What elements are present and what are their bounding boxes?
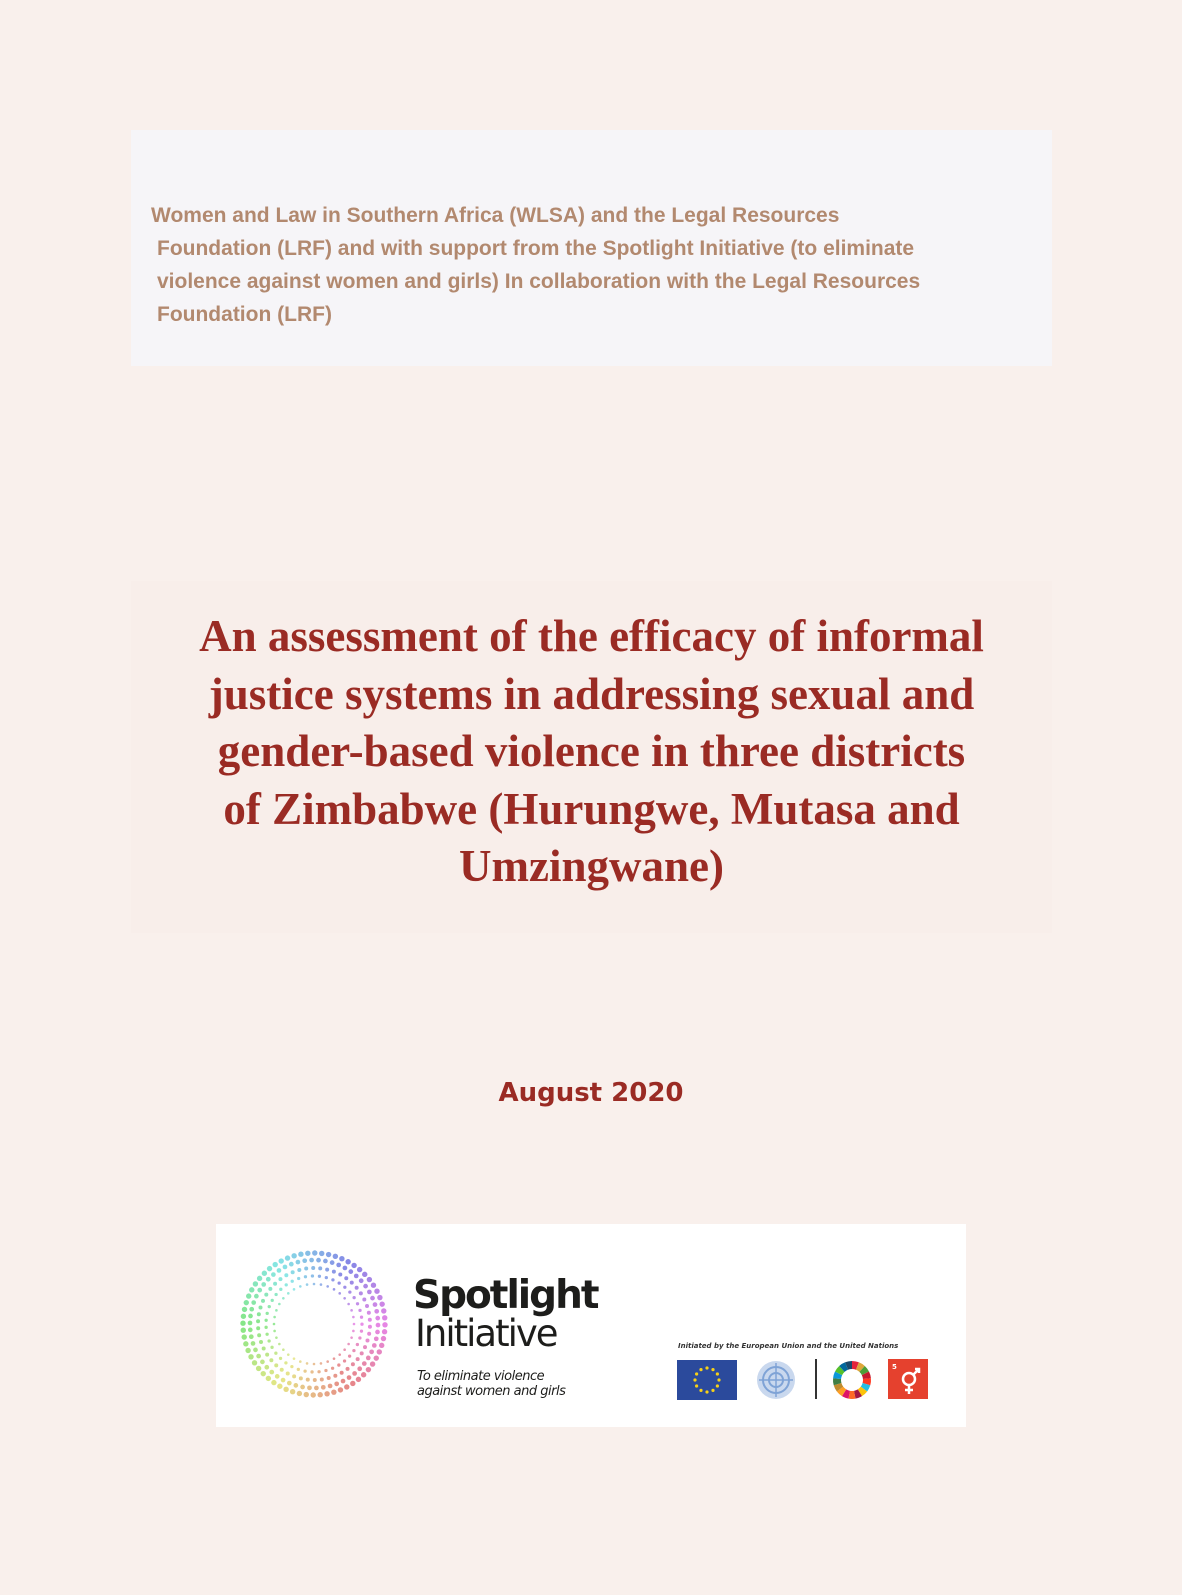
- ring-dot: [363, 1284, 368, 1289]
- ring-dot: [341, 1379, 346, 1384]
- ring-dot: [282, 1348, 285, 1351]
- ring-dot: [287, 1292, 290, 1295]
- ring-dot: [336, 1263, 341, 1268]
- ring-dot: [249, 1334, 254, 1339]
- ring-dot: [256, 1319, 260, 1323]
- ring-dot: [262, 1271, 267, 1276]
- ring-dot: [348, 1269, 353, 1274]
- ring-dot: [311, 1266, 315, 1270]
- ring-dot: [261, 1299, 265, 1303]
- ring-dot: [283, 1387, 288, 1392]
- initiative-wordmark: Initiative: [415, 1312, 557, 1355]
- ring-dot: [267, 1266, 272, 1271]
- ring-dot: [366, 1356, 371, 1361]
- ring-dot: [294, 1383, 299, 1388]
- logo-strip: [216, 1224, 966, 1427]
- ring-dot: [367, 1277, 372, 1282]
- ring-dot: [333, 1374, 337, 1378]
- ring-dot: [271, 1299, 274, 1302]
- ring-dot: [300, 1385, 305, 1390]
- ring-dot: [343, 1286, 346, 1289]
- ring-dot: [365, 1304, 369, 1308]
- title-line: An assessment of the efficacy of informal: [199, 611, 984, 661]
- ring-dot: [348, 1290, 351, 1293]
- ring-dot: [287, 1381, 292, 1386]
- ring-dot: [333, 1254, 338, 1259]
- ring-dot: [326, 1285, 329, 1288]
- ring-dot: [259, 1305, 263, 1309]
- ring-dot: [248, 1328, 253, 1333]
- ring-dot: [245, 1348, 250, 1353]
- ring-dot: [293, 1357, 296, 1360]
- ring-dot: [279, 1288, 282, 1291]
- ring-dot: [306, 1283, 309, 1286]
- eu-star: [711, 1368, 714, 1371]
- ring-dot: [359, 1278, 364, 1283]
- ring-dot: [248, 1314, 253, 1319]
- ring-dot: [333, 1288, 336, 1291]
- publication-date: August 2020: [498, 1078, 684, 1108]
- sdg5-gender-equality-icon: [888, 1359, 928, 1399]
- ring-dot: [266, 1376, 271, 1381]
- ring-dot: [343, 1359, 346, 1362]
- ring-dot: [382, 1322, 387, 1327]
- ring-dot: [362, 1361, 367, 1366]
- eu-star: [711, 1389, 714, 1392]
- ring-dot: [340, 1371, 344, 1375]
- tagline-line: To eliminate violence: [417, 1369, 545, 1384]
- ring-dot: [371, 1283, 376, 1288]
- ring-dot: [274, 1352, 277, 1355]
- ring-dot: [318, 1266, 322, 1270]
- ring-dot: [367, 1290, 372, 1295]
- ring-dot: [362, 1272, 367, 1277]
- ring-dot: [275, 1336, 278, 1339]
- ring-dot: [320, 1377, 324, 1381]
- ring-dot: [350, 1309, 353, 1312]
- ring-dot: [293, 1288, 296, 1291]
- ring-dot: [350, 1281, 354, 1285]
- ring-dot: [285, 1255, 290, 1260]
- ring-dot: [352, 1371, 357, 1376]
- ring-dot: [325, 1276, 328, 1279]
- ring-dot: [256, 1366, 261, 1371]
- ring-dot: [303, 1370, 306, 1373]
- ring-dot: [325, 1268, 329, 1272]
- ring-dot: [317, 1370, 320, 1373]
- ring-dot: [331, 1278, 334, 1281]
- ring-dot: [345, 1259, 350, 1264]
- ring-dot: [381, 1308, 386, 1313]
- ring-dot: [331, 1389, 336, 1394]
- ring-dot: [274, 1293, 277, 1296]
- title-line: Umzingwane): [459, 841, 724, 891]
- report-title: [131, 608, 1052, 896]
- ring-dot: [361, 1372, 366, 1377]
- ring-dot: [317, 1392, 322, 1397]
- ring-dot: [370, 1296, 375, 1301]
- ring-dot: [305, 1251, 310, 1256]
- ring-dot: [291, 1270, 295, 1274]
- org-text-line: Foundation (LRF): [157, 303, 332, 326]
- ring-dot: [266, 1312, 269, 1315]
- ring-dot: [273, 1262, 278, 1267]
- ring-dot: [291, 1253, 296, 1258]
- ring-dot: [320, 1362, 323, 1365]
- ring-dot: [338, 1387, 343, 1392]
- ring-dot: [297, 1277, 300, 1280]
- tagline-line: against women and girls: [417, 1384, 566, 1399]
- ring-dot: [338, 1292, 341, 1295]
- eu-star: [717, 1378, 720, 1381]
- ring-dot: [311, 1392, 316, 1397]
- logo-divider: [815, 1359, 817, 1399]
- ring-dot: [370, 1361, 375, 1366]
- ring-dot: [326, 1360, 329, 1363]
- ring-dot: [268, 1305, 271, 1308]
- ring-dot: [313, 1363, 316, 1366]
- ring-dot: [356, 1357, 360, 1361]
- eu-star: [716, 1372, 719, 1375]
- ring-dot: [277, 1384, 282, 1389]
- ring-dot: [241, 1314, 246, 1319]
- eu-flag-icon: [677, 1360, 737, 1400]
- ring-dot: [273, 1282, 277, 1286]
- ring-dot: [299, 1360, 302, 1363]
- ring-dot: [343, 1266, 348, 1271]
- ring-dot: [374, 1309, 379, 1314]
- ring-dot: [240, 1321, 245, 1326]
- org-text-line: Women and Law in Southern Africa (WLSA) and the Legal Resources: [151, 204, 840, 227]
- ring-dot: [261, 1282, 266, 1287]
- ring-dot: [297, 1268, 301, 1272]
- ring-dot: [253, 1348, 258, 1353]
- ring-dot: [347, 1375, 352, 1380]
- ring-dot: [241, 1327, 246, 1332]
- ring-dot: [366, 1367, 371, 1372]
- ring-dot: [357, 1267, 362, 1272]
- ring-dot: [376, 1323, 381, 1328]
- ring-dot: [297, 1391, 302, 1396]
- ring-dot: [382, 1329, 387, 1334]
- ring-dot: [304, 1267, 308, 1271]
- ring-dot: [373, 1302, 378, 1307]
- ring-dot: [331, 1367, 334, 1370]
- ring-dot: [252, 1360, 257, 1365]
- ring-dot: [260, 1360, 265, 1365]
- ring-dot: [302, 1258, 307, 1263]
- org-text-line: Foundation (LRF) and with support from the Spotlight Initiative (to eliminate: [157, 237, 915, 260]
- ring-dot: [379, 1301, 384, 1306]
- ring-dot: [274, 1363, 278, 1367]
- ring-dot: [343, 1348, 346, 1351]
- ring-dot: [251, 1341, 256, 1346]
- ring-dot: [261, 1371, 266, 1376]
- ring-dot: [354, 1274, 359, 1279]
- ring-dot: [269, 1358, 273, 1362]
- ring-dot: [343, 1297, 346, 1300]
- ring-dot: [249, 1307, 254, 1312]
- ring-dot: [249, 1287, 254, 1292]
- ring-dot: [367, 1332, 371, 1336]
- ring-dot: [281, 1378, 286, 1383]
- ring-dot: [339, 1256, 344, 1261]
- svg-text:5: 5: [892, 1363, 897, 1371]
- ring-dot: [338, 1281, 341, 1284]
- ring-dot: [362, 1297, 366, 1301]
- eu-star: [716, 1384, 719, 1387]
- ring-dot: [355, 1286, 359, 1290]
- ring-dot: [344, 1276, 348, 1280]
- ring-dot: [286, 1371, 290, 1375]
- ring-dot: [268, 1287, 272, 1291]
- ring-dot: [248, 1354, 253, 1359]
- ring-dot: [375, 1330, 380, 1335]
- ring-dot: [297, 1368, 300, 1371]
- ring-dot: [282, 1297, 285, 1300]
- ring-dot: [352, 1316, 355, 1319]
- ring-dot: [289, 1262, 294, 1267]
- ring-dot: [352, 1349, 355, 1352]
- ring-dot: [334, 1381, 339, 1386]
- ring-dot: [299, 1285, 302, 1288]
- ring-dot: [363, 1345, 367, 1349]
- ring-dot: [278, 1277, 282, 1281]
- ring-dot: [332, 1270, 336, 1274]
- ring-dot: [328, 1384, 333, 1389]
- ring-dot: [256, 1354, 261, 1359]
- ring-dot: [257, 1312, 261, 1316]
- ring-dot: [347, 1343, 350, 1346]
- ring-dot: [256, 1326, 260, 1330]
- eu-star: [695, 1384, 698, 1387]
- ring-dot: [246, 1293, 251, 1298]
- ring-dot: [377, 1349, 382, 1354]
- ring-dot: [283, 1265, 288, 1270]
- ring-dot: [346, 1367, 350, 1371]
- ring-dot: [360, 1316, 363, 1319]
- eu-star: [705, 1366, 708, 1369]
- title-line: gender-based violence in three districts: [217, 726, 966, 776]
- ring-dot: [314, 1386, 319, 1391]
- ring-dot: [280, 1368, 284, 1372]
- ring-dot: [358, 1309, 361, 1312]
- ring-dot: [306, 1362, 309, 1365]
- ring-dot: [333, 1357, 336, 1360]
- ring-dot: [367, 1311, 371, 1315]
- eu-star: [699, 1389, 702, 1392]
- ring-dot: [358, 1336, 361, 1339]
- ring-dot: [350, 1336, 353, 1339]
- ring-dot: [323, 1259, 328, 1264]
- spotlight-tagline: [417, 1369, 565, 1399]
- ring-dot: [369, 1349, 374, 1354]
- ring-dot: [352, 1296, 355, 1299]
- ring-dot: [287, 1353, 290, 1356]
- eu-star: [705, 1390, 708, 1393]
- ring-dot: [244, 1300, 249, 1305]
- ring-dot: [264, 1365, 269, 1370]
- ring-dot: [360, 1330, 363, 1333]
- ring-dot: [316, 1258, 321, 1263]
- un-emblem-icon: [753, 1359, 799, 1401]
- ring-dot: [265, 1333, 268, 1336]
- ring-dot: [278, 1343, 281, 1346]
- ring-dot: [264, 1319, 267, 1322]
- ring-dot: [368, 1318, 372, 1322]
- ring-dot: [284, 1361, 287, 1364]
- ring-dot: [324, 1391, 329, 1396]
- ring-dot: [248, 1321, 253, 1326]
- org-text-line: violence against women and girls) In collaboration with the Legal Resources: [157, 270, 921, 293]
- title-line: justice systems in addressing sexual and: [208, 668, 975, 719]
- ring-dot: [298, 1252, 303, 1257]
- ring-dot: [279, 1357, 282, 1360]
- eu-star: [699, 1368, 702, 1371]
- ring-dot: [348, 1355, 351, 1358]
- ring-dot: [290, 1389, 295, 1394]
- ring-dot: [375, 1316, 380, 1321]
- ring-dot: [271, 1272, 276, 1277]
- ring-dot: [270, 1346, 273, 1349]
- ring-dot: [278, 1303, 281, 1306]
- ring-dot: [262, 1347, 266, 1351]
- ring-dot: [265, 1353, 269, 1357]
- ring-dot: [351, 1362, 355, 1366]
- ring-dot: [291, 1280, 294, 1283]
- ring-dot: [356, 1377, 361, 1382]
- ring-dot: [311, 1274, 314, 1277]
- title-line: of Zimbabwe (Hurungwe, Mutasa and: [223, 783, 960, 834]
- ring-dot: [306, 1378, 310, 1382]
- ring-dot: [304, 1392, 309, 1397]
- ring-dot: [347, 1303, 350, 1306]
- ring-dot: [330, 1260, 335, 1265]
- ring-dot: [296, 1260, 301, 1265]
- ring-dot: [254, 1294, 259, 1299]
- ring-dot: [264, 1326, 267, 1329]
- ring-dot: [350, 1381, 355, 1386]
- ring-dot: [277, 1268, 282, 1273]
- ring-dot: [312, 1250, 317, 1255]
- sdg-wheel-icon: [831, 1359, 873, 1401]
- ring-dot: [353, 1323, 356, 1326]
- ring-dot: [271, 1380, 276, 1385]
- ring-dot: [264, 1293, 268, 1297]
- ring-dot: [242, 1334, 247, 1339]
- ring-dot: [381, 1336, 386, 1341]
- ring-dot: [309, 1258, 314, 1263]
- ring-dot: [310, 1370, 313, 1373]
- ring-dot: [344, 1384, 349, 1389]
- ring-dot: [266, 1277, 271, 1282]
- ring-dot: [273, 1316, 276, 1319]
- ring-dot: [304, 1275, 307, 1278]
- ring-dot: [284, 1273, 288, 1277]
- spotlight-wordmark: Spotlight: [413, 1273, 598, 1318]
- ring-dot: [357, 1366, 362, 1371]
- ring-dot: [374, 1336, 379, 1341]
- ring-dot: [275, 1374, 280, 1379]
- ring-dot: [292, 1374, 296, 1378]
- ring-dot: [324, 1369, 327, 1372]
- ring-dot: [321, 1385, 326, 1390]
- ring-dot: [259, 1340, 263, 1344]
- ring-dot: [359, 1291, 363, 1295]
- ring-dot: [279, 1258, 284, 1263]
- ring-dot: [273, 1330, 276, 1333]
- ring-dot: [318, 1275, 321, 1278]
- spotlight-ring-icon: [240, 1250, 388, 1398]
- ring-dot: [275, 1309, 278, 1312]
- ring-dot: [269, 1370, 274, 1375]
- ring-dot: [313, 1283, 316, 1286]
- ring-dot: [299, 1376, 303, 1380]
- ring-dot: [273, 1323, 276, 1326]
- initiated-by-text: Initiated by the European Union and the United Nations: [678, 1342, 899, 1350]
- eu-star: [695, 1372, 698, 1375]
- ring-dot: [337, 1363, 340, 1366]
- ring-dot: [243, 1341, 248, 1346]
- ring-dot: [356, 1343, 359, 1346]
- ring-dot: [351, 1263, 356, 1268]
- ring-dot: [285, 1283, 288, 1286]
- ring-dot: [326, 1252, 331, 1257]
- ring-dot: [251, 1300, 256, 1305]
- ring-dot: [257, 1288, 262, 1293]
- ring-dot: [253, 1281, 258, 1286]
- ring-dot: [313, 1378, 317, 1382]
- ring-dot: [374, 1355, 379, 1360]
- ring-dot: [242, 1307, 247, 1312]
- ring-dot: [360, 1323, 363, 1326]
- ring-dot: [356, 1302, 359, 1305]
- ring-dot: [319, 1251, 324, 1256]
- ring-dot: [267, 1339, 270, 1342]
- ring-dot: [352, 1330, 355, 1333]
- ring-dot: [360, 1351, 364, 1355]
- ring-dot: [366, 1339, 370, 1343]
- ring-dot: [338, 1273, 342, 1277]
- ring-dot: [374, 1289, 379, 1294]
- ring-dot: [290, 1365, 293, 1368]
- eu-star: [693, 1378, 696, 1381]
- ring-dot: [377, 1295, 382, 1300]
- ring-dot: [338, 1353, 341, 1356]
- ring-dot: [368, 1325, 372, 1329]
- ring-dot: [257, 1276, 262, 1281]
- ring-dot: [379, 1343, 384, 1348]
- ring-dot: [372, 1343, 377, 1348]
- ring-dot: [382, 1315, 387, 1320]
- ring-dot: [327, 1376, 331, 1380]
- ring-dot: [257, 1333, 261, 1337]
- ring-dot: [307, 1385, 312, 1390]
- ring-dot: [320, 1283, 323, 1286]
